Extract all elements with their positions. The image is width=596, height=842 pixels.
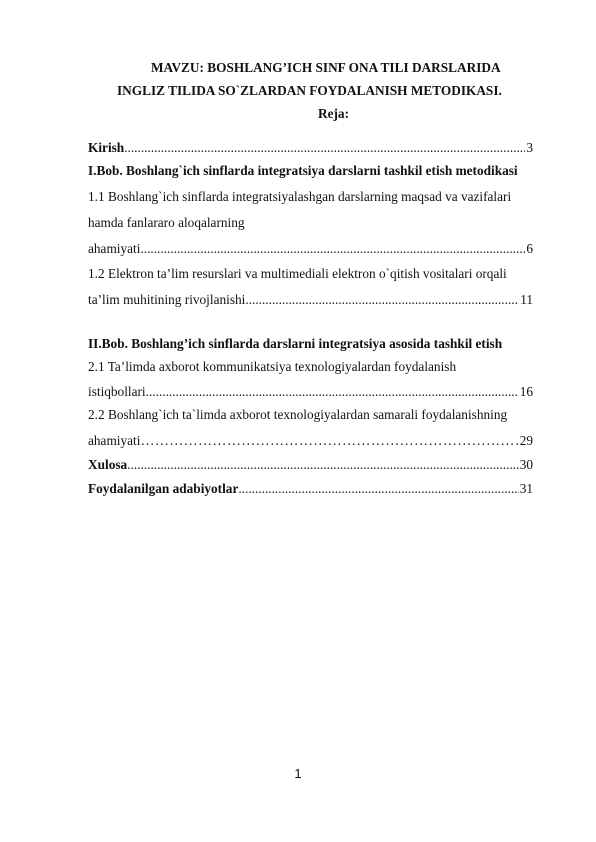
toc-section-2-1-line1: 2.1 Ta’limda axborot kommunikatsiya texnologiyalardan foydalanish xyxy=(88,359,457,374)
toc-entry-section-2-2 xyxy=(88,433,533,450)
toc-section-1-2-line1: 1.2 Elektron ta’lim resurslari va multimediali elektron o`qitish vositalari orqali xyxy=(88,266,507,281)
toc-label: Kirish xyxy=(88,140,125,155)
toc-chapter-2: II.Bob. Boshlang’ich sinflarda darslarni integratsiya asosida tashkil etish xyxy=(88,336,503,351)
toc-page-number: 6 xyxy=(526,241,533,256)
page-number: 1 xyxy=(294,766,302,781)
toc-label: istiqbollari xyxy=(88,384,146,399)
toc-page-number: 30 xyxy=(519,457,533,472)
toc-page-number: 29 xyxy=(519,433,533,448)
toc-page-number: 16 xyxy=(519,384,533,399)
plan-heading: Reja: xyxy=(318,106,350,121)
toc-leader xyxy=(238,481,518,497)
toc-label: Xulosa xyxy=(88,457,128,472)
toc-leader xyxy=(146,384,519,400)
toc-leader xyxy=(124,140,525,156)
title-line-2: INGLIZ TILIDA SO`ZLARDAN FOYDALANISH METODIKASI. xyxy=(117,83,502,98)
toc-page-number: 3 xyxy=(526,140,533,155)
toc-leader xyxy=(140,241,525,257)
toc-section-1-1-line2: hamda fanlararo aloqalarning xyxy=(88,215,245,230)
toc-entry-section-1-1 xyxy=(88,241,533,257)
toc-section-2-2-line1: 2.2 Boshlang`ich ta`limda axborot texnologiyalardan samarali foydalanishning xyxy=(88,407,508,422)
toc-entry-section-1-2 xyxy=(88,292,533,308)
toc-page-number: 11 xyxy=(520,292,533,307)
title-line-1: MAVZU: BOSHLANG’ICH SINF ONA TILI DARSLARIDA xyxy=(151,60,501,75)
toc-entry-kirish xyxy=(88,140,533,156)
toc-entry-section-2-1 xyxy=(88,384,533,400)
toc-leader xyxy=(140,434,518,450)
toc-page-number: 31 xyxy=(519,481,533,496)
toc-label: Foydalanilgan adabiyotlar xyxy=(88,481,239,496)
toc-label: ahamiyati xyxy=(88,433,141,448)
toc-label: ahamiyati xyxy=(88,241,141,256)
toc-entry-xulosa xyxy=(88,457,533,473)
toc-chapter-1: I.Bob. Boshlang`ich sinflarda integratsiya darslarni tashkil etish metodikasi xyxy=(88,163,518,178)
toc-entry-adabiyotlar xyxy=(88,481,533,497)
toc-label: ta’lim muhitining rivojlanishi xyxy=(88,292,246,307)
toc-section-1-1-line1: 1.1 Boshlang`ich sinflarda integratsiyalashgan darslarning maqsad va vazifalari xyxy=(88,189,512,204)
toc-leader xyxy=(245,292,519,308)
toc-leader xyxy=(127,457,519,473)
